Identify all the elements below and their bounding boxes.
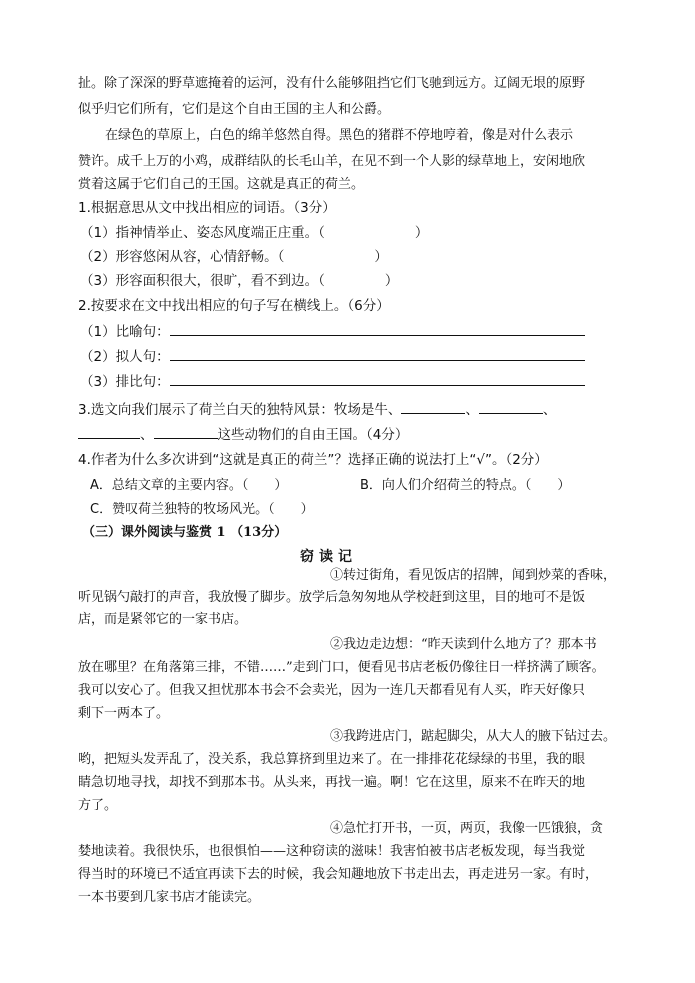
article-line: 剩下一两本了。 [78,706,170,721]
question-3-sep: 、 [465,402,479,418]
question-1-item-text: （2）形容悠闲从容，心情舒畅。（ [80,249,285,265]
passage-line: 赏着这属于它们自己的王国。这就是真正的荷兰。 [78,177,365,192]
question-2-item [80,323,625,340]
question-4-stem: 4.作者为什么多次讲到“这就是真正的荷兰”？选择正确的说法打上“√”。（2分） [78,452,548,468]
question-2-item-label: （3）排比句： [80,374,170,390]
answer-line[interactable] [78,426,140,439]
article-line: 一本书要到几家书店才能读完。 [78,890,261,905]
answer-line[interactable] [170,373,585,386]
question-2-stem: 2.按要求在文中找出相应的句子写在横线上。（6分） [78,298,390,314]
article-line: 婪地读着。我很快乐，也很惧怕——这种窃读的滋味！我害怕被书店老板发现，每当我觉 [78,844,586,859]
question-3-text: 这些动物们的自由王国。（4分） [217,427,409,443]
question-1-item-close: ） [374,249,388,265]
article-line: 得当时的环境已不适宜再读下去的时候，我会知趣地放下书走出去，再走进另一家。有时， [78,867,599,882]
question-1-item-text: （3）形容面积很大，很旷，看不到边。（ [80,273,325,289]
article-line: 放在哪里？在角落第三排，不错……”走到门口，便看见书店老板仍像往日一样挤满了顾客。 [78,660,605,675]
question-2-item [80,373,625,390]
answer-line[interactable] [170,348,585,361]
article-line: 店，而是紧邻它的一家书店。 [78,612,248,627]
article-paragraph-start: ①转过街角，看见饭店的招牌，闻到炒菜的香味， [330,568,617,583]
question-2-item-label: （1）比喻句： [80,324,170,340]
passage-line: 赞许。成千上万的小鸡，成群结队的长毛山羊，在见不到一个人影的绿草地上，安闲地欣 [78,154,586,169]
passage-line: 扯。除了深深的野草遮掩着的运河，没有什么能够阻挡它们飞驰到远方。辽阔无垠的原野 [78,76,586,91]
article-paragraph-start: ②我边走边想：“昨天读到什么地方了？那本书 [330,637,597,652]
passage-line: 似乎归它们所有，它们是这个自由王国的主人和公爵。 [78,102,391,117]
question-1-item-close: ） [384,273,399,289]
question-1-item-text: （1）指神情举止、姿态风度端正庄重。（ [80,225,325,241]
article-paragraph-start: ③我跨进店门，踮起脚尖，从大人的腋下钻过去。 [330,729,617,744]
answer-line[interactable] [401,401,465,414]
question-1-item [80,225,625,241]
question-1-item-close: ） [414,225,429,241]
question-3-text: 3.选文向我们展示了荷兰白天的独特风景：牧场是牛、 [78,402,402,418]
question-2-item [80,348,625,365]
question-1-item [80,249,625,265]
question-3-sep: 、 [542,402,557,418]
article-line: 听见锅勺敲打的声音，我放慢了脚步。放学后急匆匆地从学校赶到这里，目的地可不是饭 [78,590,586,605]
question-4-option-b[interactable]: B．向人们介绍荷兰的特点。（ ） [360,478,571,493]
question-1-stem: 1.根据意思从文中找出相应的词语。（3分） [78,200,336,216]
question-2-item-label: （2）拟人句： [80,349,170,365]
question-3-line [78,426,623,443]
question-1-item [80,273,625,289]
article-line: 哟，把短头发弄乱了，没关系，我总算挤到里边来了。在一排排花花绿绿的书里，我的眼 [78,752,586,767]
answer-line[interactable] [154,426,218,439]
question-3-sep: 、 [140,427,154,443]
question-4-option-a[interactable]: A．总结文章的主要内容。（ ） [90,478,288,493]
article-line: 方了。 [78,798,118,813]
article-paragraph-start: ④急忙打开书，一页，两页，我像一匹饿狼，贪 [330,821,604,836]
answer-line[interactable] [479,401,543,414]
passage-line: 在绿色的草原上，白色的绵羊悠然自得。黑色的猪群不停地哼着，像是对什么表示 [105,128,574,143]
article-line: 我可以安心了。但我又担忧那本书会不会卖光，因为一连几天都看见有人买，昨天好像只 [78,683,586,698]
article-line: 睛急切地寻找，却找不到那本书。从头来，再找一遍。啊！它在这里，原来不在昨天的地 [78,775,586,790]
answer-line[interactable] [170,323,585,336]
question-3-line [78,401,623,418]
article-title: 窃读记 [300,549,357,565]
section-heading: （三）课外阅读与鉴赏 1 （13分） [82,525,288,540]
question-4-option-c[interactable]: C．赞叹荷兰独特的牧场风光。（ ） [90,502,314,517]
